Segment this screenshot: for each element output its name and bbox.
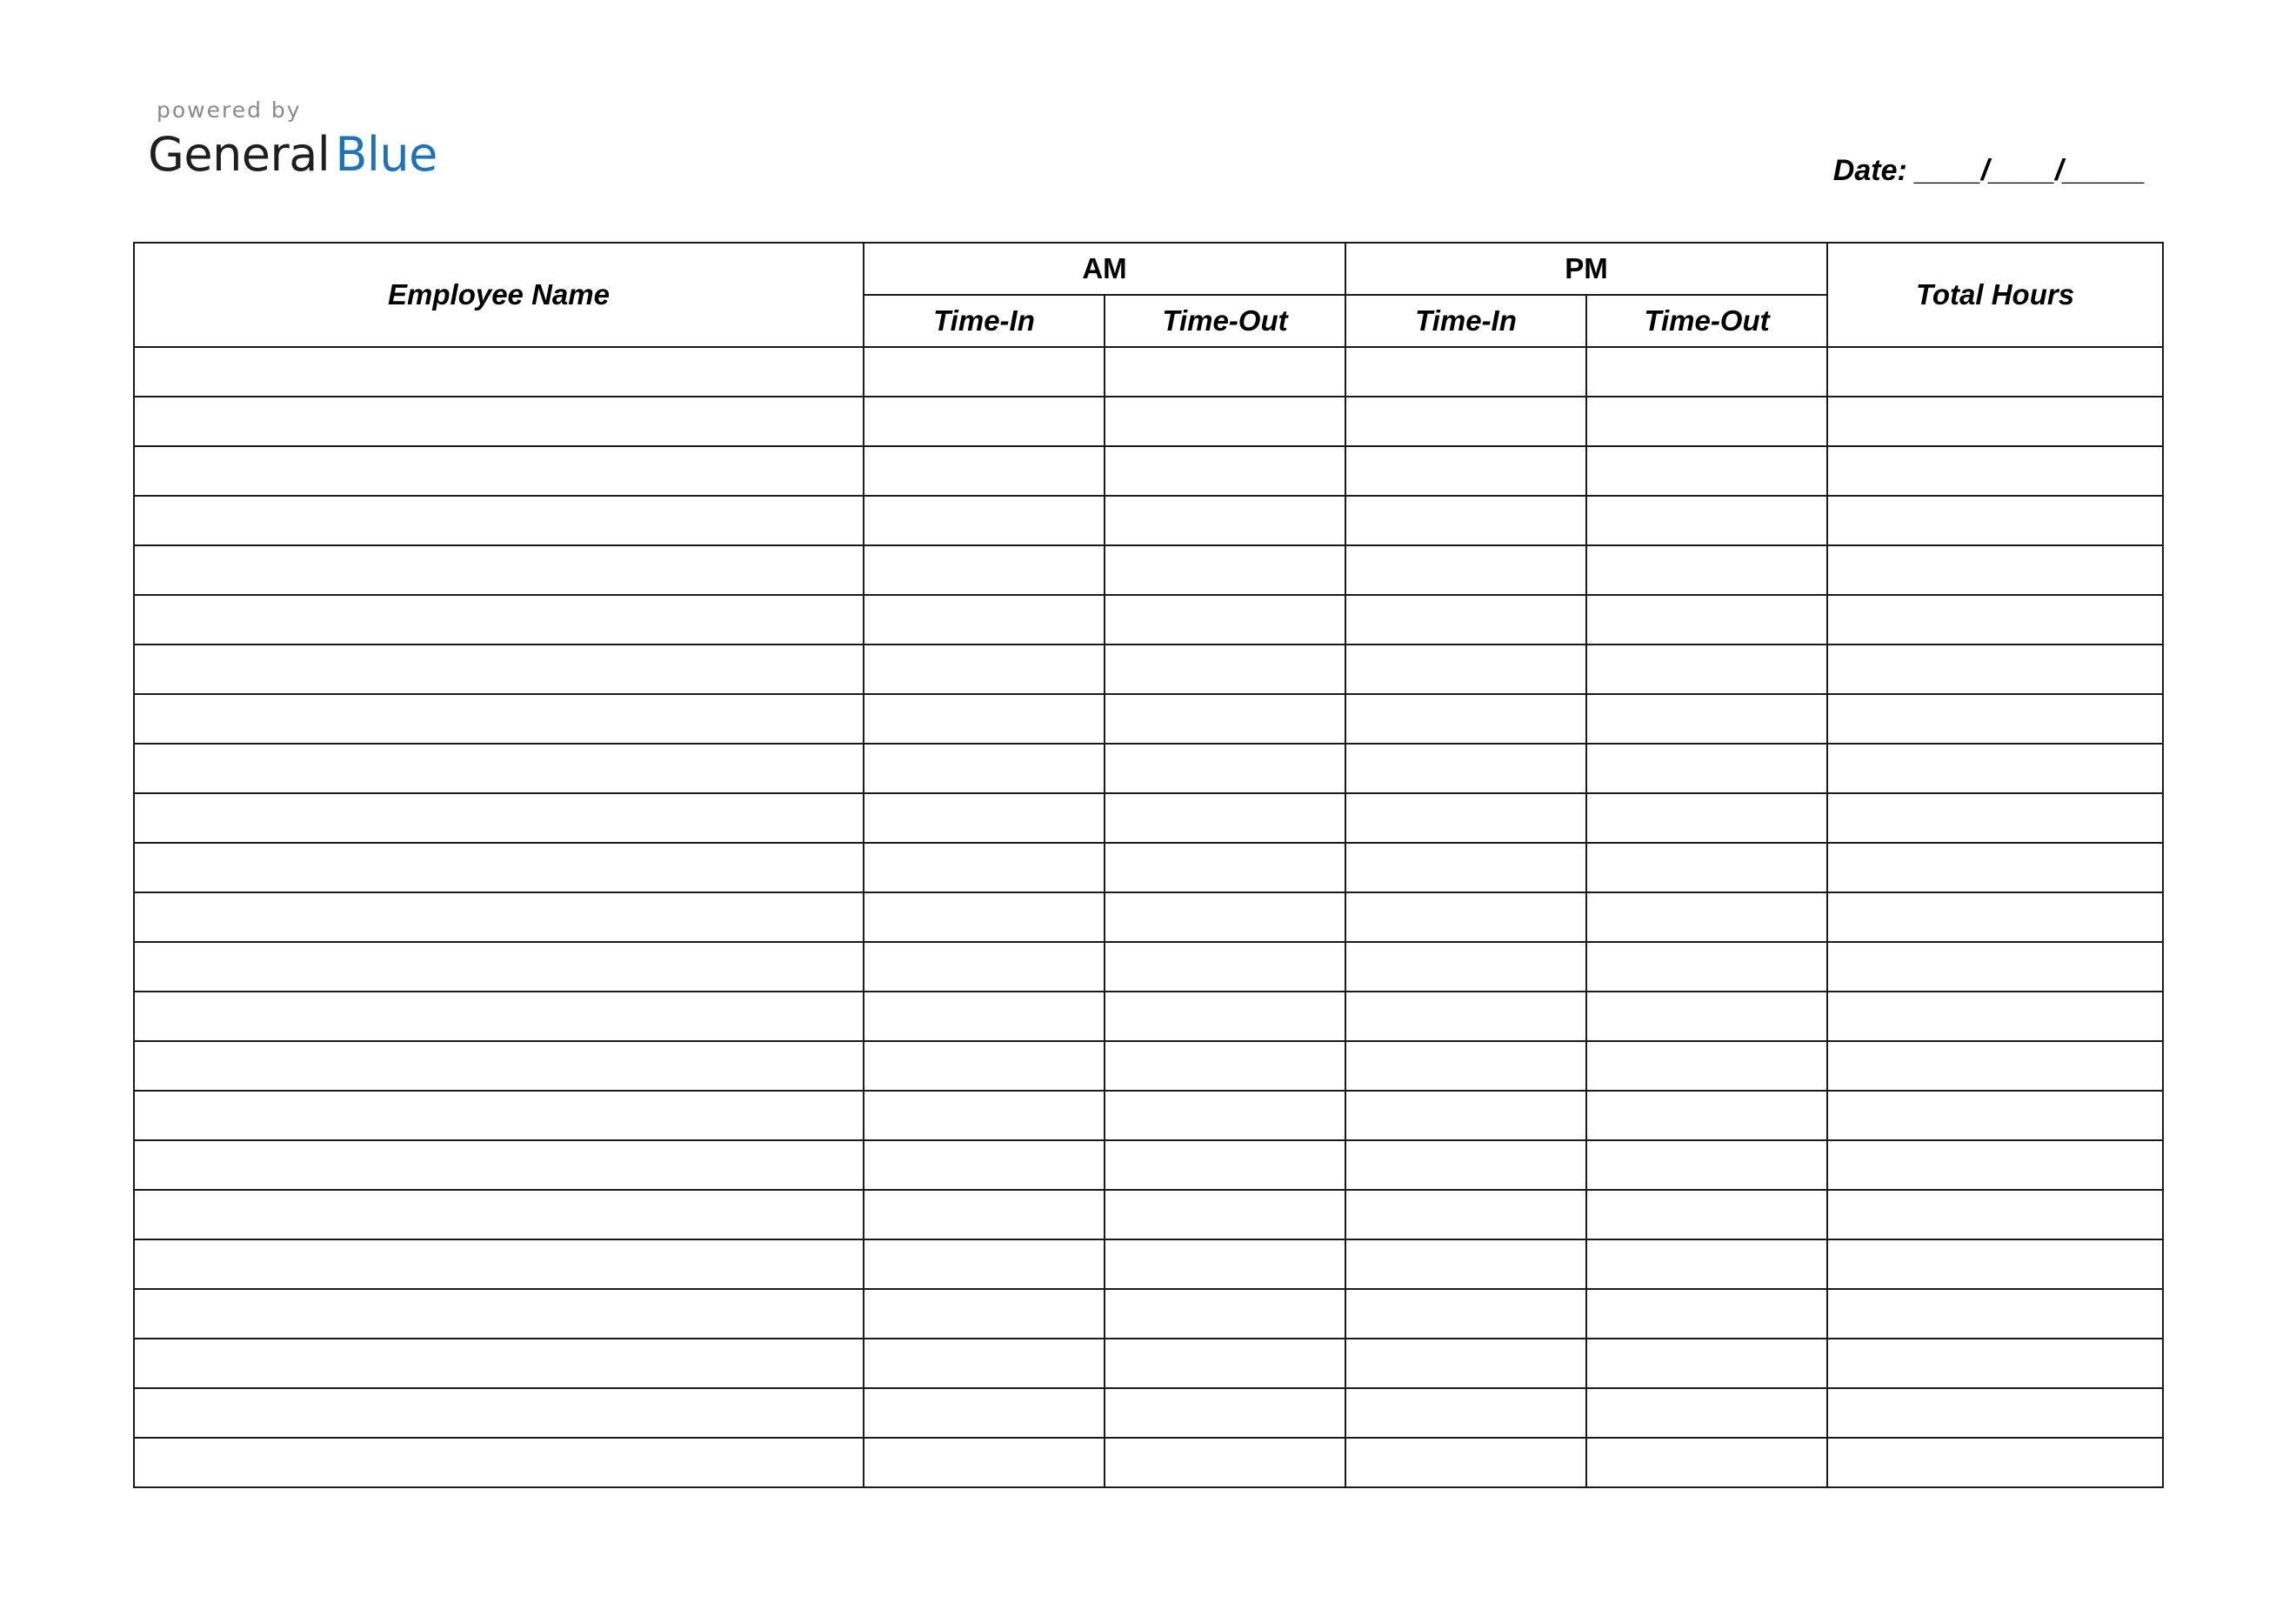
pm-time-in-cell[interactable] xyxy=(1345,397,1586,446)
pm-time-in-cell[interactable] xyxy=(1345,1239,1586,1289)
pm-time-in-cell[interactable] xyxy=(1345,1289,1586,1339)
table-row xyxy=(134,645,2163,694)
am-time-in-cell[interactable] xyxy=(864,397,1105,446)
am-time-out-cell[interactable] xyxy=(1105,892,1345,942)
general-blue-logo xyxy=(148,127,437,183)
am-time-in-header: Time-In xyxy=(864,295,1105,347)
total-hours-cell[interactable] xyxy=(1827,1091,2163,1140)
table-row xyxy=(134,843,2163,892)
am-time-out-header: Time-Out xyxy=(1105,295,1345,347)
am-time-in-cell[interactable] xyxy=(864,1289,1105,1339)
pm-time-in-header: Time-In xyxy=(1345,295,1586,347)
table-row xyxy=(134,1091,2163,1140)
am-time-in-cell[interactable] xyxy=(864,744,1105,793)
total-hours-cell[interactable] xyxy=(1827,1438,2163,1487)
employee-name-cell[interactable] xyxy=(134,694,864,744)
am-time-out-cell[interactable] xyxy=(1105,1239,1345,1289)
employee-name-cell[interactable] xyxy=(134,1140,864,1190)
total-hours-cell[interactable] xyxy=(1827,645,2163,694)
date-field xyxy=(1833,148,2146,193)
employee-name-cell[interactable] xyxy=(134,942,864,992)
employee-name-cell[interactable] xyxy=(134,892,864,942)
total-hours-cell[interactable] xyxy=(1827,892,2163,942)
total-hours-cell[interactable] xyxy=(1827,1339,2163,1388)
pm-time-in-cell[interactable] xyxy=(1345,843,1586,892)
am-time-out-cell[interactable] xyxy=(1105,942,1345,992)
pm-time-in-cell[interactable] xyxy=(1345,992,1586,1041)
pm-time-in-cell[interactable] xyxy=(1345,1339,1586,1388)
am-time-in-cell[interactable] xyxy=(864,942,1105,992)
date-blank[interactable]: ____/____/_____ xyxy=(1915,154,2146,187)
pm-time-out-cell[interactable] xyxy=(1586,545,1827,595)
pm-time-in-cell[interactable] xyxy=(1345,545,1586,595)
employee-name-cell[interactable] xyxy=(134,645,864,694)
pm-time-out-cell[interactable] xyxy=(1586,892,1827,942)
pm-time-out-cell[interactable] xyxy=(1586,1289,1827,1339)
table-row xyxy=(134,595,2163,645)
pm-time-out-cell[interactable] xyxy=(1586,942,1827,992)
am-time-in-cell[interactable] xyxy=(864,446,1105,496)
pm-header: PM xyxy=(1345,243,1827,295)
am-time-in-cell[interactable] xyxy=(864,1041,1105,1091)
employee-name-cell[interactable] xyxy=(134,992,864,1041)
powered-by-text: powered by xyxy=(157,97,302,123)
pm-time-out-cell[interactable] xyxy=(1586,744,1827,793)
am-time-in-cell[interactable] xyxy=(864,793,1105,843)
am-time-in-cell[interactable] xyxy=(864,1190,1105,1239)
am-time-in-cell[interactable] xyxy=(864,1339,1105,1388)
employee-name-cell[interactable] xyxy=(134,744,864,793)
total-hours-cell[interactable] xyxy=(1827,1239,2163,1289)
total-hours-cell[interactable] xyxy=(1827,793,2163,843)
total-hours-cell[interactable] xyxy=(1827,1190,2163,1239)
am-header: AM xyxy=(864,243,1345,295)
am-time-out-cell[interactable] xyxy=(1105,1339,1345,1388)
total-hours-cell[interactable] xyxy=(1827,942,2163,992)
pm-time-out-cell[interactable] xyxy=(1586,645,1827,694)
am-time-in-cell[interactable] xyxy=(864,545,1105,595)
table-row xyxy=(134,397,2163,446)
total-hours-cell[interactable] xyxy=(1827,397,2163,446)
total-hours-cell[interactable] xyxy=(1827,744,2163,793)
total-hours-cell[interactable] xyxy=(1827,843,2163,892)
table-row xyxy=(134,942,2163,992)
pm-time-in-cell[interactable] xyxy=(1345,892,1586,942)
pm-time-out-cell[interactable] xyxy=(1586,992,1827,1041)
pm-time-out-cell[interactable] xyxy=(1586,1438,1827,1487)
employee-name-cell[interactable] xyxy=(134,1289,864,1339)
pm-time-in-cell[interactable] xyxy=(1345,1190,1586,1239)
am-time-out-cell[interactable] xyxy=(1105,1041,1345,1091)
pm-time-in-cell[interactable] xyxy=(1345,744,1586,793)
pm-time-in-cell[interactable] xyxy=(1345,595,1586,645)
table-row xyxy=(134,744,2163,793)
am-time-in-cell[interactable] xyxy=(864,1239,1105,1289)
total-hours-cell[interactable] xyxy=(1827,1140,2163,1190)
am-time-out-cell[interactable] xyxy=(1105,1438,1345,1487)
employee-name-cell[interactable] xyxy=(134,793,864,843)
am-time-out-cell[interactable] xyxy=(1105,992,1345,1041)
timesheet-table xyxy=(133,242,2164,1488)
am-time-out-cell[interactable] xyxy=(1105,545,1345,595)
table-row xyxy=(134,1041,2163,1091)
pm-time-out-cell[interactable] xyxy=(1586,1388,1827,1438)
employee-name-cell[interactable] xyxy=(134,1190,864,1239)
am-time-out-cell[interactable] xyxy=(1105,645,1345,694)
am-time-in-cell[interactable] xyxy=(864,843,1105,892)
pm-time-out-cell[interactable] xyxy=(1586,1190,1827,1239)
pm-time-out-cell[interactable] xyxy=(1586,1041,1827,1091)
table-row xyxy=(134,694,2163,744)
employee-name-cell[interactable] xyxy=(134,347,864,397)
pm-time-in-cell[interactable] xyxy=(1345,1438,1586,1487)
am-time-out-cell[interactable] xyxy=(1105,694,1345,744)
pm-time-out-cell[interactable] xyxy=(1586,793,1827,843)
table-row xyxy=(134,1239,2163,1289)
logo-general-text: General xyxy=(148,127,330,182)
pm-time-out-cell[interactable] xyxy=(1586,595,1827,645)
am-time-out-cell[interactable] xyxy=(1105,595,1345,645)
table-row xyxy=(134,1190,2163,1239)
table-row xyxy=(134,992,2163,1041)
am-time-in-cell[interactable] xyxy=(864,992,1105,1041)
employee-name-cell[interactable] xyxy=(134,545,864,595)
am-time-out-cell[interactable] xyxy=(1105,397,1345,446)
employee-name-cell[interactable] xyxy=(134,843,864,892)
total-hours-cell[interactable] xyxy=(1827,1388,2163,1438)
pm-time-out-cell[interactable] xyxy=(1586,1140,1827,1190)
employee-name-cell[interactable] xyxy=(134,1239,864,1289)
am-time-in-cell[interactable] xyxy=(864,1388,1105,1438)
pm-time-out-cell[interactable] xyxy=(1586,1091,1827,1140)
employee-name-cell[interactable] xyxy=(134,595,864,645)
am-time-out-cell[interactable] xyxy=(1105,1091,1345,1140)
am-time-in-cell[interactable] xyxy=(864,595,1105,645)
am-time-out-cell[interactable] xyxy=(1105,1388,1345,1438)
am-time-in-cell[interactable] xyxy=(864,1438,1105,1487)
am-time-out-cell[interactable] xyxy=(1105,1190,1345,1239)
total-hours-cell[interactable] xyxy=(1827,496,2163,545)
table-row xyxy=(134,1339,2163,1388)
am-time-in-cell[interactable] xyxy=(864,892,1105,942)
total-hours-cell[interactable] xyxy=(1827,347,2163,397)
pm-time-in-cell[interactable] xyxy=(1345,942,1586,992)
am-time-out-cell[interactable] xyxy=(1105,496,1345,545)
total-hours-cell[interactable] xyxy=(1827,595,2163,645)
am-time-in-cell[interactable] xyxy=(864,1091,1105,1140)
logo-blue-text: Blue xyxy=(335,127,437,182)
pm-time-in-cell[interactable] xyxy=(1345,1140,1586,1190)
pm-time-in-cell[interactable] xyxy=(1345,1388,1586,1438)
pm-time-out-header: Time-Out xyxy=(1586,295,1827,347)
total-hours-cell[interactable] xyxy=(1827,992,2163,1041)
am-time-out-cell[interactable] xyxy=(1105,1140,1345,1190)
employee-name-cell[interactable] xyxy=(134,1041,864,1091)
employee-name-cell[interactable] xyxy=(134,446,864,496)
am-time-in-cell[interactable] xyxy=(864,496,1105,545)
pm-time-in-cell[interactable] xyxy=(1345,446,1586,496)
pm-time-out-cell[interactable] xyxy=(1586,496,1827,545)
pm-time-in-cell[interactable] xyxy=(1345,347,1586,397)
pm-time-out-cell[interactable] xyxy=(1586,1239,1827,1289)
pm-time-out-cell[interactable] xyxy=(1586,446,1827,496)
table-row xyxy=(134,1438,2163,1487)
brand-logo xyxy=(148,97,437,183)
am-time-out-cell[interactable] xyxy=(1105,347,1345,397)
pm-time-out-cell[interactable] xyxy=(1586,1339,1827,1388)
am-time-in-cell[interactable] xyxy=(864,694,1105,744)
table-row xyxy=(134,446,2163,496)
am-time-out-cell[interactable] xyxy=(1105,843,1345,892)
am-time-in-cell[interactable] xyxy=(864,347,1105,397)
pm-time-out-cell[interactable] xyxy=(1586,843,1827,892)
table-row xyxy=(134,496,2163,545)
pm-time-out-cell[interactable] xyxy=(1586,694,1827,744)
total-hours-cell[interactable] xyxy=(1827,446,2163,496)
employee-name-header: Employee Name xyxy=(134,243,864,347)
am-time-in-cell[interactable] xyxy=(864,1140,1105,1190)
table-row xyxy=(134,1289,2163,1339)
employee-name-cell[interactable] xyxy=(134,496,864,545)
table-row xyxy=(134,1388,2163,1438)
pm-time-in-cell[interactable] xyxy=(1345,793,1586,843)
date-label: Date: xyxy=(1832,154,1907,187)
am-time-out-cell[interactable] xyxy=(1105,793,1345,843)
am-time-out-cell[interactable] xyxy=(1105,744,1345,793)
total-hours-cell[interactable] xyxy=(1827,1289,2163,1339)
employee-name-cell[interactable] xyxy=(134,1438,864,1487)
table-row xyxy=(134,793,2163,843)
pm-time-in-cell[interactable] xyxy=(1345,694,1586,744)
pm-time-in-cell[interactable] xyxy=(1345,1041,1586,1091)
pm-time-in-cell[interactable] xyxy=(1345,496,1586,545)
total-hours-header: Total Hours xyxy=(1827,243,2163,347)
employee-name-cell[interactable] xyxy=(134,1388,864,1438)
timesheet-body xyxy=(134,347,2163,1487)
total-hours-cell[interactable] xyxy=(1827,545,2163,595)
table-row xyxy=(134,892,2163,942)
table-row xyxy=(134,1140,2163,1190)
pm-time-out-cell[interactable] xyxy=(1586,397,1827,446)
am-time-out-cell[interactable] xyxy=(1105,1289,1345,1339)
table-row xyxy=(134,545,2163,595)
total-hours-cell[interactable] xyxy=(1827,1041,2163,1091)
employee-name-cell[interactable] xyxy=(134,1339,864,1388)
pm-time-out-cell[interactable] xyxy=(1586,347,1827,397)
total-hours-cell[interactable] xyxy=(1827,694,2163,744)
pm-time-in-cell[interactable] xyxy=(1345,645,1586,694)
employee-name-cell[interactable] xyxy=(134,397,864,446)
am-time-in-cell[interactable] xyxy=(864,645,1105,694)
employee-name-cell[interactable] xyxy=(134,1091,864,1140)
am-time-out-cell[interactable] xyxy=(1105,446,1345,496)
table-row xyxy=(134,347,2163,397)
pm-time-in-cell[interactable] xyxy=(1345,1091,1586,1140)
